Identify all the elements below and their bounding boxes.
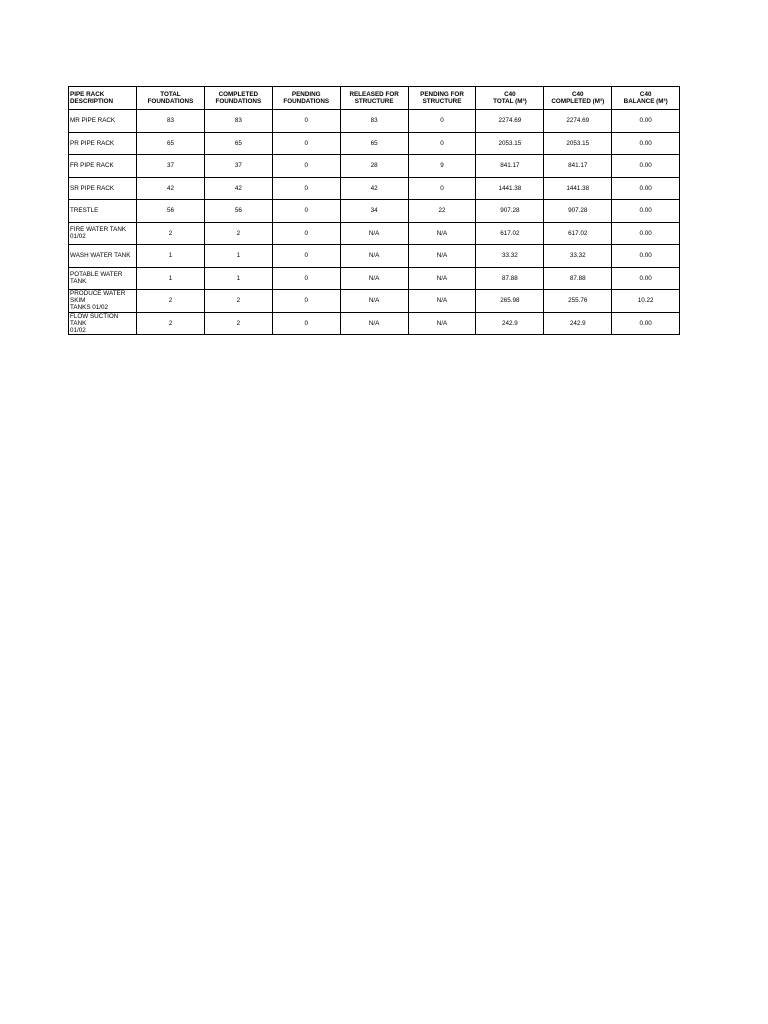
cell-completed-foundations: 83 bbox=[204, 110, 272, 133]
cell-total-foundations: 37 bbox=[137, 155, 205, 178]
header-c40-completed bbox=[544, 87, 612, 110]
table-row bbox=[69, 245, 680, 268]
cell-c40-completed: 2274.69 bbox=[544, 110, 612, 133]
cell-pending-foundations: 0 bbox=[272, 177, 340, 200]
foundation-status-sheet bbox=[68, 86, 679, 335]
cell-description bbox=[69, 155, 137, 178]
cell-description bbox=[69, 290, 137, 313]
cell-completed-foundations: 56 bbox=[204, 200, 272, 223]
cell-pending-foundations: 0 bbox=[272, 222, 340, 245]
cell-c40-balance: 0.00 bbox=[612, 267, 680, 290]
description-line: 01/02 bbox=[70, 326, 86, 334]
header-line: COMPLETED (M³) bbox=[551, 98, 605, 105]
cell-pending-for-structure: N/A bbox=[408, 267, 476, 290]
cell-completed-foundations: 2 bbox=[204, 222, 272, 245]
description-line: WASH WATER TANK bbox=[70, 252, 131, 260]
cell-c40-completed: 33.32 bbox=[544, 245, 612, 268]
cell-total-foundations: 56 bbox=[137, 200, 205, 223]
cell-pending-for-structure: 22 bbox=[408, 200, 476, 223]
cell-c40-total: 33.32 bbox=[476, 245, 544, 268]
header-line: RELEASED FOR bbox=[349, 91, 399, 98]
cell-released-for-structure: N/A bbox=[340, 312, 408, 335]
header-line: C40 bbox=[572, 91, 584, 98]
cell-pending-foundations: 0 bbox=[272, 267, 340, 290]
header-c40-balance bbox=[612, 87, 680, 110]
cell-pending-for-structure: 0 bbox=[408, 110, 476, 133]
cell-released-for-structure: 42 bbox=[340, 177, 408, 200]
cell-pending-foundations: 0 bbox=[272, 290, 340, 313]
cell-total-foundations: 2 bbox=[137, 222, 205, 245]
description-line: FLOW SUCTION TANK bbox=[70, 312, 119, 327]
cell-pending-for-structure: N/A bbox=[408, 245, 476, 268]
table-row bbox=[69, 222, 680, 245]
table-row bbox=[69, 200, 680, 223]
cell-pending-for-structure: 9 bbox=[408, 155, 476, 178]
header-line: STRUCTURE bbox=[422, 98, 462, 105]
cell-total-foundations: 2 bbox=[137, 290, 205, 313]
cell-c40-balance: 0.00 bbox=[612, 245, 680, 268]
description-line: TANKS 01/02 bbox=[70, 304, 109, 312]
cell-pending-foundations: 0 bbox=[272, 312, 340, 335]
cell-c40-balance: 0.00 bbox=[612, 110, 680, 133]
description-line: PRODUCE WATER SKIM bbox=[70, 290, 126, 305]
cell-c40-total: 2274.69 bbox=[476, 110, 544, 133]
cell-c40-total: 87.88 bbox=[476, 267, 544, 290]
cell-c40-balance: 0.00 bbox=[612, 222, 680, 245]
cell-total-foundations: 1 bbox=[137, 267, 205, 290]
cell-total-foundations: 2 bbox=[137, 312, 205, 335]
cell-total-foundations: 42 bbox=[137, 177, 205, 200]
cell-description bbox=[69, 200, 137, 223]
cell-c40-completed: 255.76 bbox=[544, 290, 612, 313]
cell-c40-completed: 242.9 bbox=[544, 312, 612, 335]
cell-c40-total: 617.02 bbox=[476, 222, 544, 245]
cell-completed-foundations: 42 bbox=[204, 177, 272, 200]
table-row bbox=[69, 110, 680, 133]
header-completed-foundations bbox=[204, 87, 272, 110]
header-line: TOTAL bbox=[160, 91, 181, 98]
cell-description bbox=[69, 267, 137, 290]
description-line: TRESTLE bbox=[70, 207, 99, 215]
cell-released-for-structure: N/A bbox=[340, 245, 408, 268]
cell-c40-completed: 87.88 bbox=[544, 267, 612, 290]
header-pending-for-structure bbox=[408, 87, 476, 110]
description-line: POTABLE WATER TANK bbox=[70, 271, 123, 286]
cell-released-for-structure: N/A bbox=[340, 290, 408, 313]
foundation-status-table bbox=[68, 86, 680, 335]
table-row bbox=[69, 312, 680, 335]
header-line: TOTAL (M³) bbox=[493, 98, 527, 105]
header-line: PIPE RACK bbox=[70, 91, 105, 98]
header-line: C40 bbox=[639, 91, 652, 98]
cell-c40-balance: 0.00 bbox=[612, 177, 680, 200]
cell-pending-foundations: 0 bbox=[272, 132, 340, 155]
header-line: PENDING FOR bbox=[420, 91, 464, 98]
header-released-for-structure bbox=[340, 87, 408, 110]
cell-c40-completed: 2053.15 bbox=[544, 132, 612, 155]
description-line: PR PIPE RACK bbox=[70, 139, 115, 147]
header-line: FOUNDATIONS bbox=[283, 98, 330, 105]
cell-pending-for-structure: 0 bbox=[408, 132, 476, 155]
cell-pending-foundations: 0 bbox=[272, 110, 340, 133]
cell-pending-for-structure: N/A bbox=[408, 222, 476, 245]
cell-c40-completed: 1441.38 bbox=[544, 177, 612, 200]
cell-pending-foundations: 0 bbox=[272, 200, 340, 223]
description-line: 01/02 bbox=[70, 233, 86, 241]
header-line: PENDING bbox=[291, 91, 321, 98]
cell-c40-completed: 841.17 bbox=[544, 155, 612, 178]
header-line: DESCRIPTION bbox=[70, 98, 114, 105]
cell-total-foundations: 1 bbox=[137, 245, 205, 268]
header-pending-foundations bbox=[272, 87, 340, 110]
header-line: C40 bbox=[504, 91, 516, 98]
header-line: STRUCTURE bbox=[354, 98, 394, 105]
cell-completed-foundations: 2 bbox=[204, 312, 272, 335]
header-line: BALANCE (M³) bbox=[623, 98, 668, 105]
description-line: FIRE WATER TANK bbox=[70, 226, 127, 234]
cell-c40-total: 1441.38 bbox=[476, 177, 544, 200]
cell-total-foundations: 65 bbox=[137, 132, 205, 155]
cell-c40-balance: 10.22 bbox=[612, 290, 680, 313]
table-row bbox=[69, 267, 680, 290]
description-line: FR PIPE RACK bbox=[70, 162, 114, 170]
description-line: MR PIPE RACK bbox=[70, 117, 116, 125]
cell-pending-for-structure: 0 bbox=[408, 177, 476, 200]
cell-description bbox=[69, 222, 137, 245]
cell-c40-balance: 0.00 bbox=[612, 200, 680, 223]
cell-pending-foundations: 0 bbox=[272, 245, 340, 268]
cell-description bbox=[69, 110, 137, 133]
cell-released-for-structure: 65 bbox=[340, 132, 408, 155]
table-body bbox=[69, 110, 680, 335]
cell-pending-foundations: 0 bbox=[272, 155, 340, 178]
cell-description bbox=[69, 245, 137, 268]
cell-c40-total: 2053.15 bbox=[476, 132, 544, 155]
cell-completed-foundations: 37 bbox=[204, 155, 272, 178]
cell-released-for-structure: N/A bbox=[340, 267, 408, 290]
header-line: COMPLETED bbox=[218, 91, 259, 98]
cell-completed-foundations: 1 bbox=[204, 245, 272, 268]
header-c40-total bbox=[476, 87, 544, 110]
table-row bbox=[69, 177, 680, 200]
cell-description bbox=[69, 132, 137, 155]
cell-c40-balance: 0.00 bbox=[612, 312, 680, 335]
cell-c40-total: 242.9 bbox=[476, 312, 544, 335]
table-row bbox=[69, 132, 680, 155]
table-header-row bbox=[69, 87, 680, 110]
cell-description bbox=[69, 177, 137, 200]
cell-total-foundations: 83 bbox=[137, 110, 205, 133]
description-line: SR PIPE RACK bbox=[70, 184, 115, 192]
cell-completed-foundations: 1 bbox=[204, 267, 272, 290]
cell-completed-foundations: 65 bbox=[204, 132, 272, 155]
cell-c40-balance: 0.00 bbox=[612, 132, 680, 155]
cell-completed-foundations: 2 bbox=[204, 290, 272, 313]
cell-description bbox=[69, 312, 137, 335]
cell-c40-completed: 907.28 bbox=[544, 200, 612, 223]
header-line: FOUNDATIONS bbox=[215, 98, 262, 105]
cell-c40-total: 841.17 bbox=[476, 155, 544, 178]
cell-pending-for-structure: N/A bbox=[408, 290, 476, 313]
header-pipe-rack-description bbox=[69, 87, 137, 110]
table-row bbox=[69, 290, 680, 313]
cell-pending-for-structure: N/A bbox=[408, 312, 476, 335]
cell-c40-balance: 0.00 bbox=[612, 155, 680, 178]
table-row bbox=[69, 155, 680, 178]
cell-released-for-structure: 28 bbox=[340, 155, 408, 178]
cell-c40-completed: 617.02 bbox=[544, 222, 612, 245]
cell-released-for-structure: N/A bbox=[340, 222, 408, 245]
header-total-foundations bbox=[137, 87, 205, 110]
cell-released-for-structure: 34 bbox=[340, 200, 408, 223]
cell-c40-total: 265.98 bbox=[476, 290, 544, 313]
cell-released-for-structure: 83 bbox=[340, 110, 408, 133]
header-line: FOUNDATIONS bbox=[147, 98, 194, 105]
cell-c40-total: 907.28 bbox=[476, 200, 544, 223]
